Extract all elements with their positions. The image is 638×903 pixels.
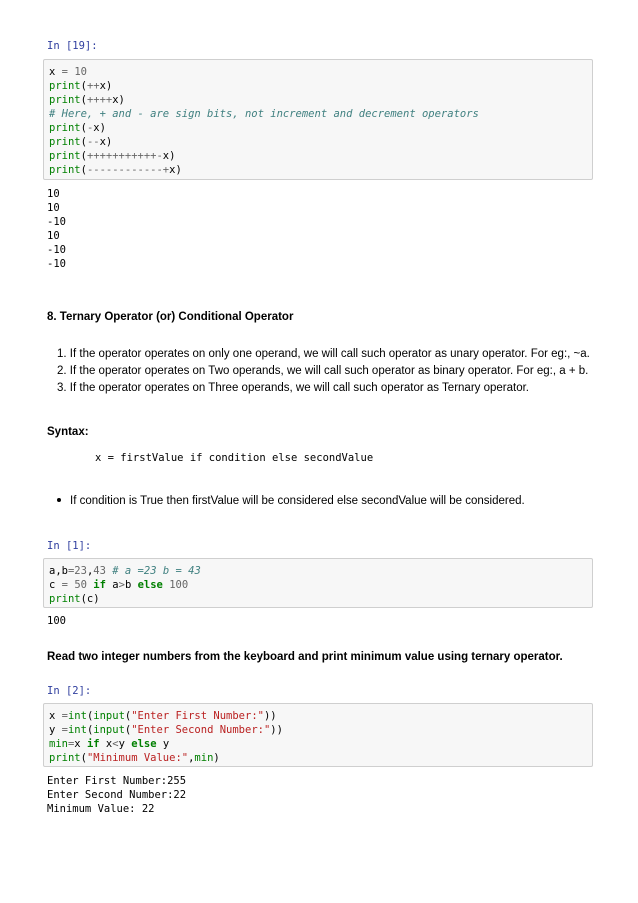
- cell-prompt: In [19]:: [47, 40, 98, 52]
- code-line: print(++x): [49, 80, 113, 92]
- output-line: 100: [47, 615, 66, 627]
- code-line: x = 10: [49, 66, 87, 78]
- code-cell[interactable]: [43, 558, 593, 608]
- bullet-item: [57, 495, 525, 507]
- code-block: [49, 564, 592, 606]
- task-heading: Read two integer numbers from the keyboard and print minimum value using ternary operator.: [47, 651, 563, 663]
- cell-output: [47, 774, 186, 816]
- list-item: 1. If the operator operates on only one operand, we will call such operator as unary operator. For eg:, ~a.: [57, 348, 590, 360]
- cell-output: [47, 187, 66, 271]
- output-line: 10: [47, 230, 60, 242]
- cell-prompt: In [1]:: [47, 540, 92, 552]
- code-line: y =int(input("Enter Second Number:")): [49, 724, 283, 736]
- syntax-code: x = firstValue if condition else secondValue: [95, 452, 374, 464]
- code-line: print(c): [49, 593, 100, 605]
- code-line: # Here, + and - are sign bits, not increment and decrement operators: [49, 108, 479, 120]
- list-item: 2. If the operator operates on Two operands, we will call such operator as binary operator. For eg:, a + b.: [57, 365, 589, 377]
- code-block: [49, 65, 592, 177]
- code-line: print(+++++++++++-x): [49, 150, 176, 162]
- list-item: 3. If the operator operates on Three operands, we will call such operator as Ternary operator.: [57, 382, 529, 394]
- bullet-dot: [57, 498, 61, 502]
- cell-prompt: In [2]:: [47, 685, 92, 697]
- code-line: print(++++x): [49, 94, 125, 106]
- syntax-label: Syntax:: [47, 426, 89, 438]
- output-line: -10: [47, 216, 66, 228]
- code-line: a,b=23,43 # a =23 b = 43: [49, 565, 201, 577]
- code-line: min=x if x<y else y: [49, 738, 170, 750]
- operator-list: [57, 346, 590, 397]
- output-line: Minimum Value: 22: [47, 803, 155, 815]
- code-line: print(--x): [49, 136, 113, 148]
- code-line: print(------------+x): [49, 164, 182, 176]
- code-line: print(-x): [49, 122, 106, 134]
- section-heading: 8. Ternary Operator (or) Conditional Operator: [47, 311, 294, 323]
- cell-output: [47, 614, 66, 628]
- code-cell[interactable]: [43, 703, 593, 767]
- output-line: 10: [47, 202, 60, 214]
- output-line: Enter Second Number:22: [47, 789, 187, 801]
- bullet-text: If condition is True then firstValue will be considered else secondValue will be considered.: [70, 495, 525, 507]
- code-line: print("Minimum Value:",min): [49, 752, 220, 764]
- code-cell[interactable]: [43, 59, 593, 180]
- output-line: 10: [47, 188, 60, 200]
- output-line: Enter First Number:255: [47, 775, 187, 787]
- code-block: [49, 709, 592, 765]
- code-line: x =int(input("Enter First Number:")): [49, 710, 277, 722]
- code-line: c = 50 if a>b else 100: [49, 579, 189, 591]
- output-line: -10: [47, 244, 66, 256]
- output-line: -10: [47, 258, 66, 270]
